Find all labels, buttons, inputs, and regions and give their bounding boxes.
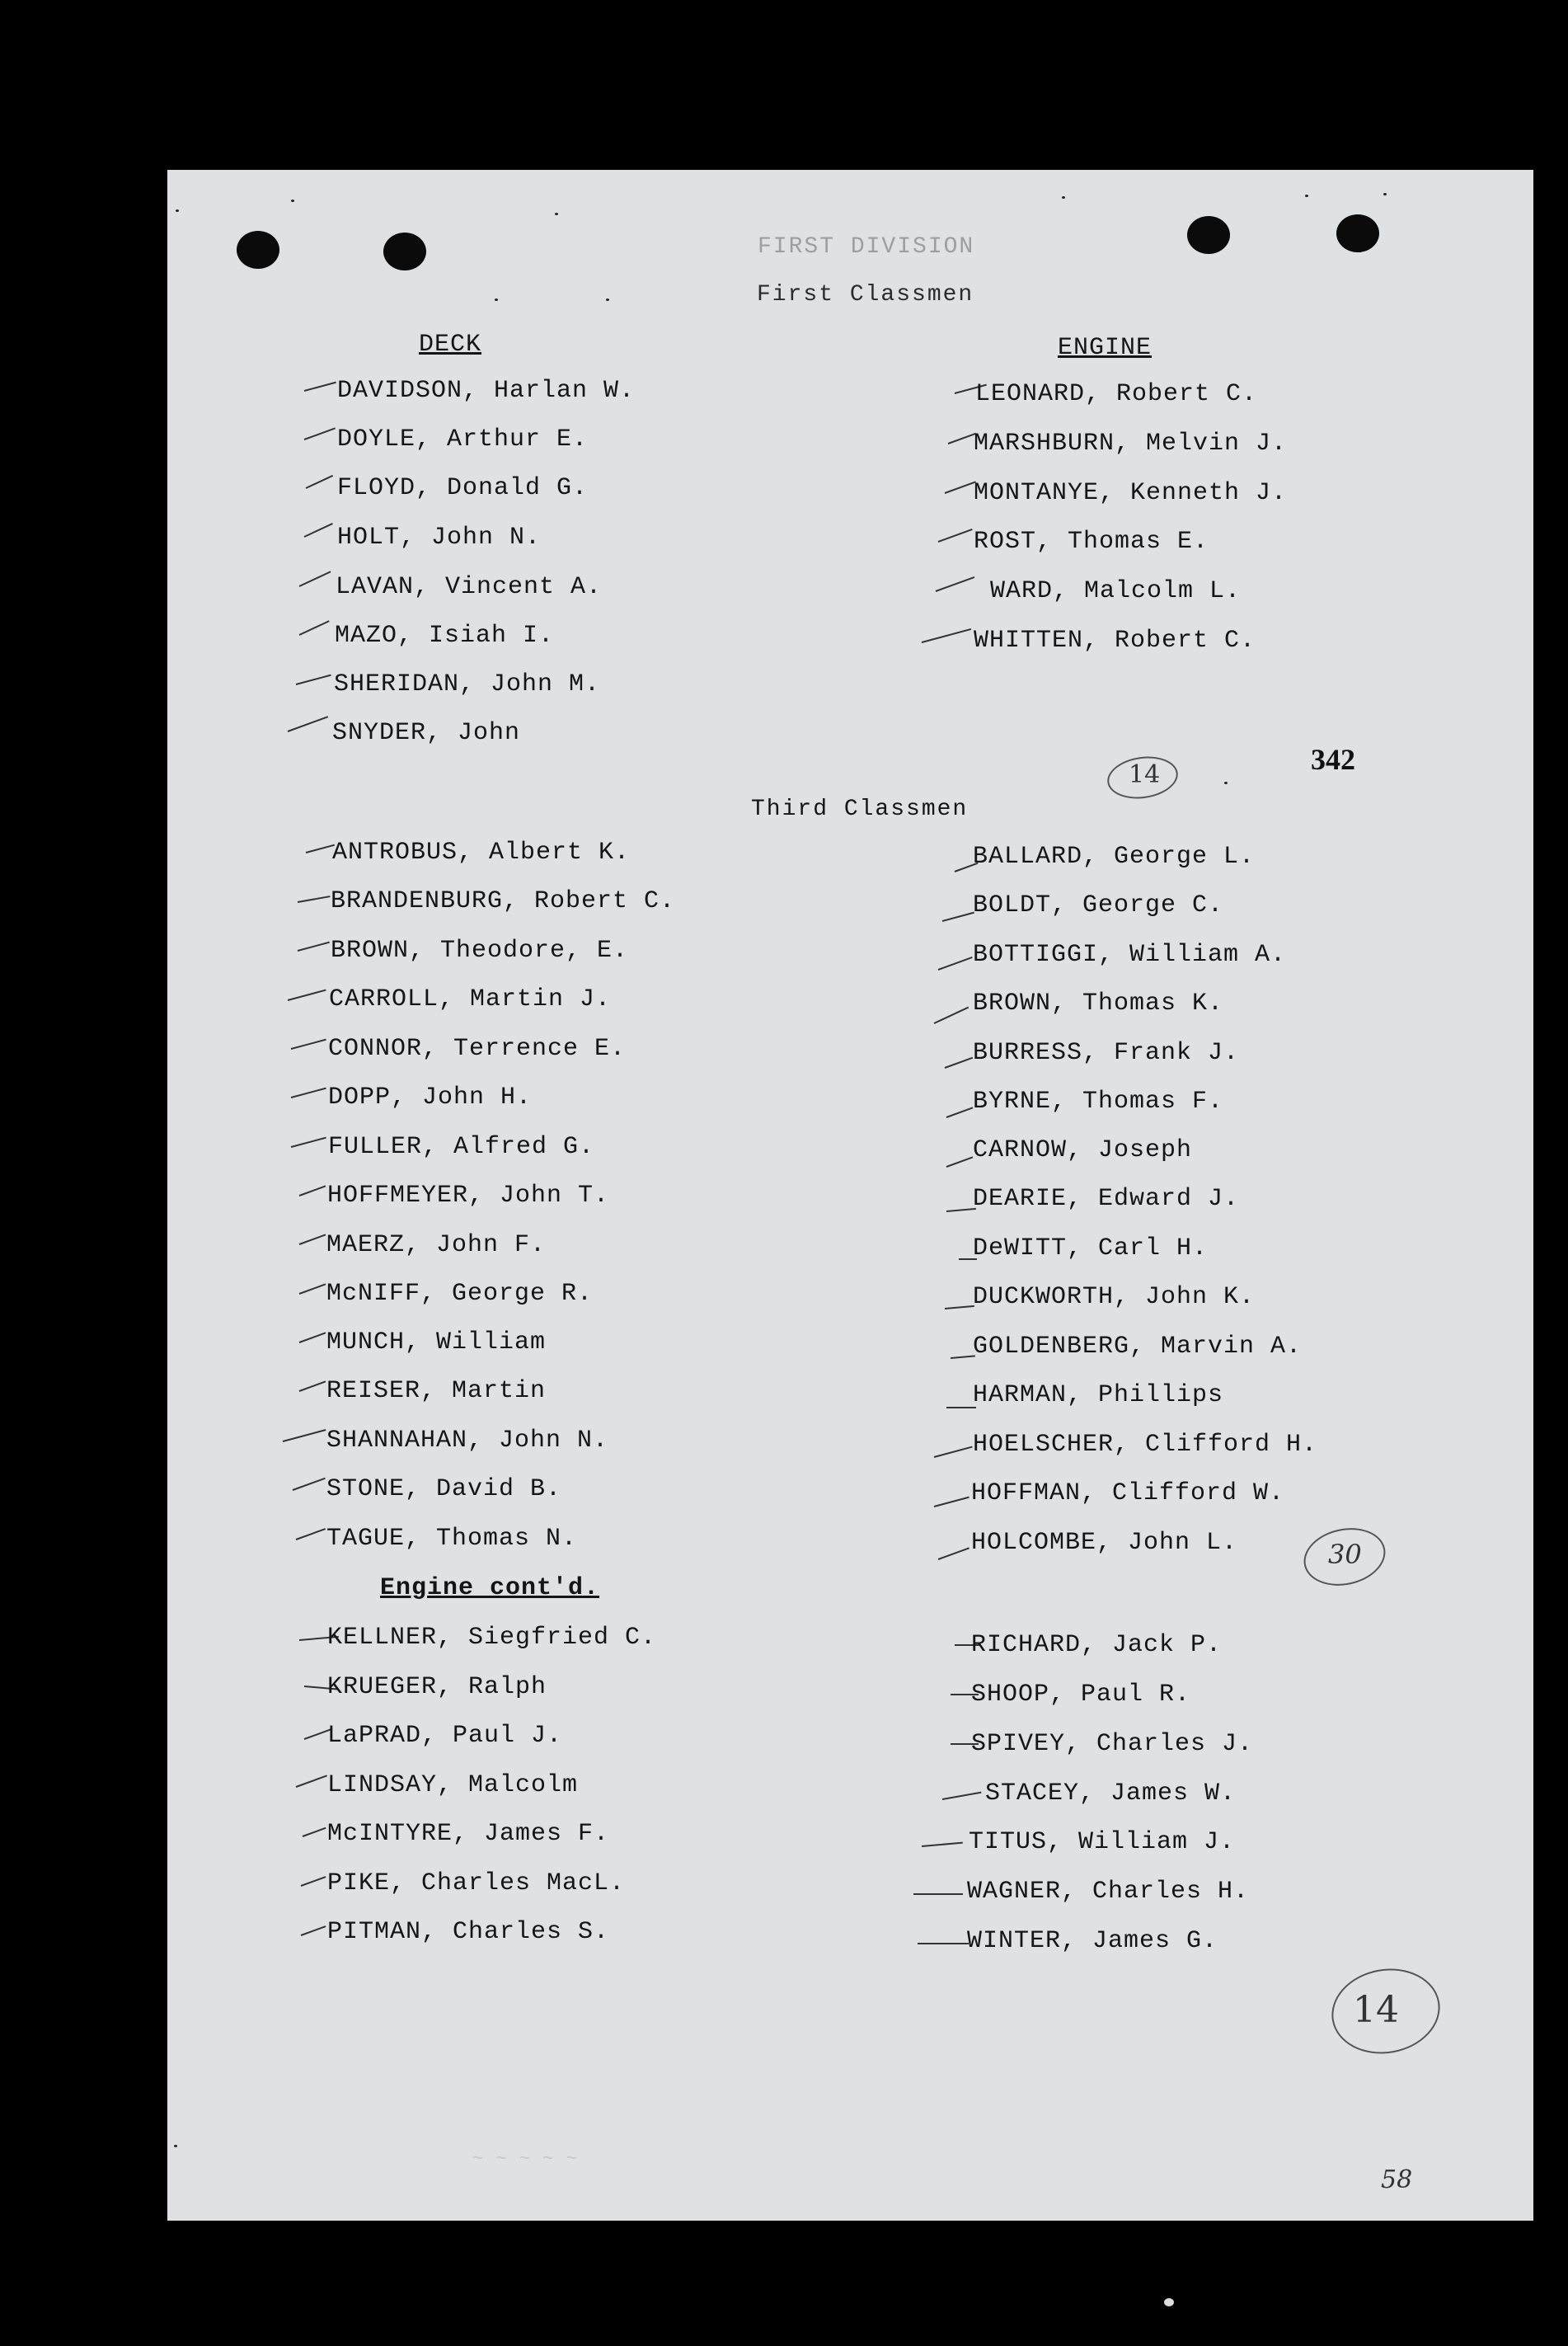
list-item: SNYDER, John xyxy=(332,719,521,747)
list-item: BROWN, Thomas K. xyxy=(973,990,1224,1018)
list-item: ANTROBUS, Albert K. xyxy=(332,839,631,867)
list-item: HARMAN, Phillips xyxy=(973,1381,1224,1409)
handwritten-count: 14 xyxy=(1129,760,1161,789)
list-item: FULLER, Alfred G. xyxy=(328,1133,595,1161)
list-item: STONE, David B. xyxy=(326,1475,562,1503)
engine-heading: ENGINE xyxy=(1058,334,1153,362)
list-item: HOELSCHER, Clifford H. xyxy=(973,1431,1318,1459)
list-item: HOLCOMBE, John L. xyxy=(971,1529,1238,1557)
list-item: MAZO, Isiah I. xyxy=(335,622,555,650)
list-item: PIKE, Charles MacL. xyxy=(327,1869,626,1897)
punch-hole xyxy=(237,231,279,269)
list-item: DOYLE, Arthur E. xyxy=(337,425,589,454)
handwritten-count: 30 xyxy=(1328,1539,1362,1570)
list-item: McINTYRE, James F. xyxy=(327,1820,610,1848)
list-item: MAERZ, John F. xyxy=(326,1231,547,1259)
list-item: CARROLL, Martin J. xyxy=(329,985,612,1013)
list-item: KRUEGER, Ralph xyxy=(327,1673,547,1701)
list-item: WINTER, James G. xyxy=(967,1927,1218,1955)
list-item: CARNOW, Joseph xyxy=(973,1136,1193,1164)
bleed-through-mark: ~ ~ ~ ~ ~ xyxy=(472,2149,578,2170)
list-item: KELLNER, Siegfried C. xyxy=(327,1624,657,1652)
list-item: GOLDENBERG, Marvin A. xyxy=(973,1333,1303,1361)
list-item: DUCKWORTH, John K. xyxy=(973,1283,1256,1311)
list-item: DOPP, John H. xyxy=(328,1084,533,1112)
third-class-heading: Third Classmen xyxy=(751,797,969,822)
list-item: BYRNE, Thomas F. xyxy=(973,1088,1224,1116)
engine-contd-heading: Engine cont'd. xyxy=(380,1574,600,1602)
list-item: LINDSAY, Malcolm xyxy=(327,1771,579,1799)
list-item: HOFFMAN, Clifford W. xyxy=(971,1479,1285,1507)
list-item: BALLARD, George L. xyxy=(973,843,1256,871)
list-item: LEONARD, Robert C. xyxy=(975,380,1258,408)
folio-number: 58 xyxy=(1381,2165,1413,2194)
list-item: MONTANYE, Kenneth J. xyxy=(974,479,1288,507)
list-item: LaPRAD, Paul J. xyxy=(327,1722,563,1750)
list-item: DEARIE, Edward J. xyxy=(973,1185,1240,1213)
list-item: HOLT, John N. xyxy=(337,524,542,552)
punch-hole xyxy=(1187,216,1230,254)
class-heading: First Classmen xyxy=(757,282,974,308)
list-item: STACEY, James W. xyxy=(985,1779,1237,1808)
list-item: BRANDENBURG, Robert C. xyxy=(331,887,676,915)
list-item: BROWN, Theodore, E. xyxy=(331,937,629,965)
punch-hole xyxy=(1336,214,1379,252)
list-item: MARSHBURN, Melvin J. xyxy=(974,430,1288,458)
list-item: WARD, Malcolm L. xyxy=(990,577,1242,605)
deck-heading: DECK xyxy=(419,331,482,359)
handwritten-count: 14 xyxy=(1353,1989,1399,2031)
list-item: REISER, Martin xyxy=(326,1377,547,1405)
list-item: SPIVEY, Charles J. xyxy=(971,1730,1254,1758)
division-title: FIRST DIVISION xyxy=(758,234,975,260)
list-item: WAGNER, Charles H. xyxy=(967,1878,1250,1906)
list-item: SHERIDAN, John M. xyxy=(334,670,601,698)
list-item: TITUS, William J. xyxy=(969,1828,1236,1856)
page-number: 342 xyxy=(1311,743,1355,776)
list-item: BOTTIGGI, William A. xyxy=(973,941,1287,969)
list-item: DAVIDSON, Harlan W. xyxy=(337,377,636,405)
document-page xyxy=(167,170,1533,2221)
list-item: ROST, Thomas E. xyxy=(974,528,1209,556)
list-item: DeWITT, Carl H. xyxy=(973,1234,1209,1262)
list-item: SHANNAHAN, John N. xyxy=(326,1427,609,1455)
list-item: SHOOP, Paul R. xyxy=(971,1681,1191,1709)
list-item: MUNCH, William xyxy=(326,1328,547,1356)
list-item: BOLDT, George C. xyxy=(973,891,1224,919)
speck xyxy=(1164,2298,1174,2306)
list-item: BURRESS, Frank J. xyxy=(973,1039,1240,1067)
list-item: FLOYD, Donald G. xyxy=(337,474,589,502)
list-item: RICHARD, Jack P. xyxy=(971,1631,1223,1659)
list-item: CONNOR, Terrence E. xyxy=(328,1035,627,1063)
list-item: TAGUE, Thomas N. xyxy=(326,1525,578,1553)
list-item: PITMAN, Charles S. xyxy=(327,1918,610,1946)
list-item: McNIFF, George R. xyxy=(326,1280,594,1308)
list-item: LAVAN, Vincent A. xyxy=(336,573,603,601)
list-item: HOFFMEYER, John T. xyxy=(327,1182,610,1210)
punch-hole xyxy=(383,233,426,270)
list-item: WHITTEN, Robert C. xyxy=(974,627,1256,655)
